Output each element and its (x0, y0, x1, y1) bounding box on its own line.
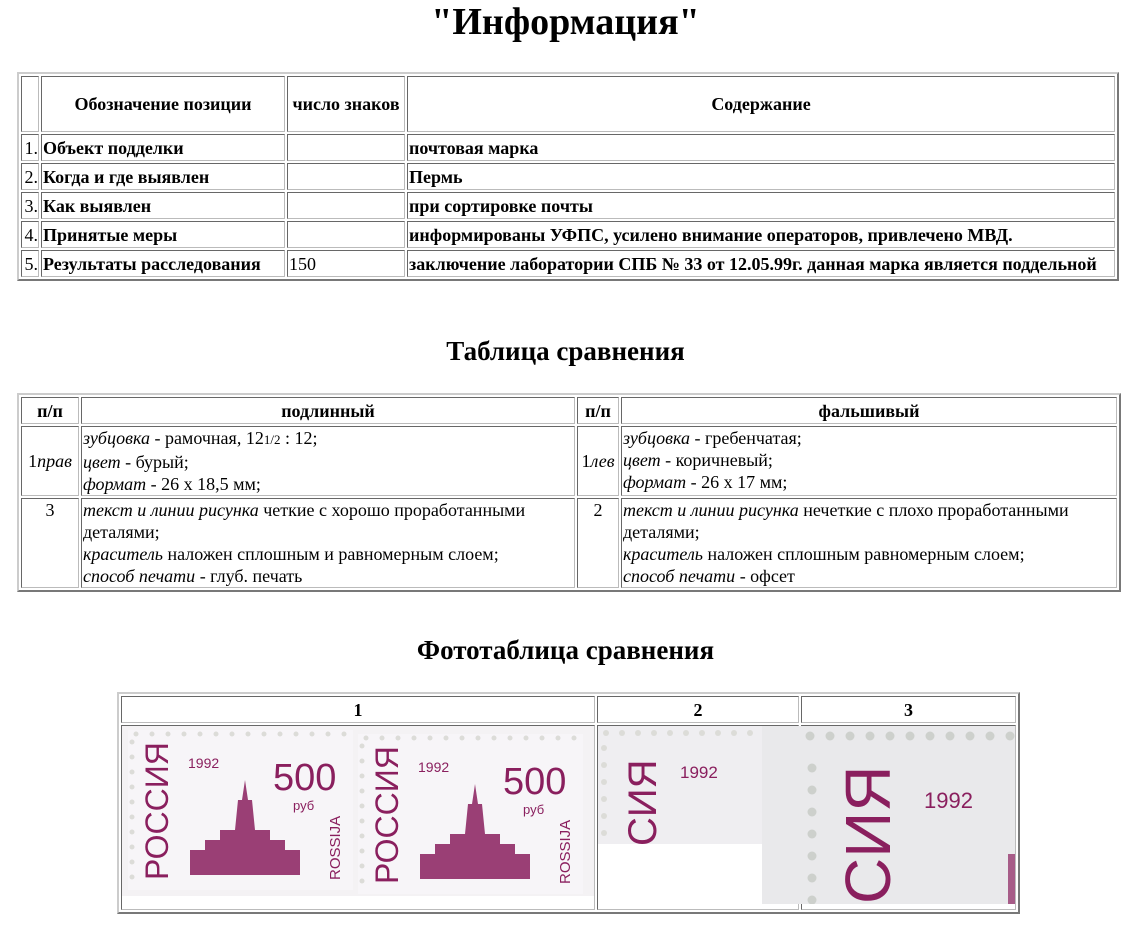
perforation (601, 762, 607, 768)
stamp-country-macro: СИЯ (832, 765, 904, 904)
row-content: заключение лаборатории СПБ № 33 от 12.05.99г. данная марка является поддельной (407, 250, 1115, 277)
stamp-year-macro: 1992 (924, 788, 973, 813)
perforation (360, 789, 365, 794)
perforation (601, 796, 607, 802)
perforation (360, 819, 365, 824)
feature-key: способ печати (83, 566, 196, 586)
feature-tail: : 12; (280, 428, 318, 448)
perforation (360, 744, 365, 749)
fake-features (621, 498, 1117, 588)
row-content: при сортировке почты (407, 192, 1115, 219)
row-label: Результаты расследования (41, 250, 285, 277)
compare-index-right (577, 426, 619, 496)
feature-text: - коричневый; (660, 450, 773, 470)
stamp-year-crop: 1992 (680, 763, 718, 782)
table-row (21, 163, 1115, 190)
perforation (360, 804, 365, 809)
perforation (130, 875, 135, 880)
row-number: 1. (21, 134, 39, 161)
feature-key: зубцовка (623, 428, 690, 448)
feature-line (623, 427, 1115, 449)
perforation (380, 736, 385, 741)
row-count (287, 221, 405, 248)
compare-header-index-right: п/п (577, 397, 619, 424)
feature-key: текст и линии рисунка (623, 500, 799, 520)
perforation (492, 736, 497, 741)
stamp-currency: руб (523, 802, 545, 817)
feature-line (83, 451, 573, 473)
row-count (287, 163, 405, 190)
table-row (21, 426, 1117, 496)
perforation (230, 732, 235, 737)
perforation (360, 774, 365, 779)
compare-header-genuine: подлинный (81, 397, 575, 424)
feature-key: формат (83, 474, 147, 494)
compare-header-fake: фальшивый (621, 397, 1117, 424)
feature-key: текст и линии рисунка (83, 500, 259, 520)
feature-text: - бурый; (120, 452, 189, 472)
feature-key: способ печати (623, 566, 736, 586)
perforation (601, 813, 607, 819)
feature-key: зубцовка (83, 428, 150, 448)
perforation (214, 732, 219, 737)
stamp-country: РОССИЯ (139, 742, 175, 880)
perforation (130, 770, 135, 775)
perforation (808, 808, 817, 817)
row-content: информированы УФПС, усилено внимание операторов, привлечено МВД. (407, 221, 1115, 248)
row-content: почтовая марка (407, 134, 1115, 161)
perforation (731, 730, 737, 736)
stamp-pair-image (122, 726, 594, 896)
feature-text: - офсет (735, 566, 795, 586)
photo-cell-3 (801, 725, 1016, 910)
perforation (360, 864, 365, 869)
perforation (747, 730, 753, 736)
index-note: лев (590, 451, 615, 471)
perforation (808, 874, 817, 883)
perforation (460, 736, 465, 741)
perforation (866, 732, 875, 741)
table-row (21, 498, 1117, 588)
perforation (886, 732, 895, 741)
row-number: 5. (21, 250, 39, 277)
perforation (150, 732, 155, 737)
building-edge (1008, 854, 1015, 904)
perforation (396, 736, 401, 741)
photo-cell-1 (121, 725, 595, 910)
stamp-year: 1992 (418, 759, 450, 775)
perforation (651, 730, 657, 736)
perforation (412, 736, 417, 741)
info-header-position: Обозначение позиции (41, 76, 285, 132)
compare-table (17, 393, 1121, 592)
perforation (130, 860, 135, 865)
perforation (966, 732, 975, 741)
stamp-country-crop: СИЯ (621, 759, 665, 844)
info-header-index (21, 76, 39, 132)
perforation (364, 736, 369, 741)
compare-index-left: 3 (21, 498, 79, 588)
row-label: Как выявлен (41, 192, 285, 219)
perforation (130, 815, 135, 820)
perforation (540, 736, 545, 741)
perforation (310, 732, 315, 737)
photo-header-1: 1 (121, 696, 595, 723)
stamp-value: 500 (273, 757, 337, 799)
compare-title: Таблица сравнения (446, 336, 685, 366)
photo-header-row (121, 696, 1016, 723)
feature-key: цвет (83, 452, 121, 472)
perforation (326, 732, 331, 737)
feature-text: наложен сплошным равномерным слоем; (703, 544, 1025, 564)
perforation (198, 732, 203, 737)
perforation (130, 830, 135, 835)
perforation (130, 800, 135, 805)
perforation (134, 732, 139, 737)
row-number: 2. (21, 163, 39, 190)
info-header-row (21, 76, 1115, 132)
perforation (262, 732, 267, 737)
compare-index-left (21, 426, 79, 496)
table-row (21, 134, 1115, 161)
perforation (806, 732, 815, 741)
stamp-latin: ROSSIJA (557, 819, 574, 884)
stamp-value: 500 (503, 761, 567, 803)
perforation (619, 730, 625, 736)
perforation (699, 730, 705, 736)
photo-header-3: 3 (801, 696, 1016, 723)
perforation (926, 732, 935, 741)
info-header-count: число знаков (287, 76, 405, 132)
perforation (601, 745, 607, 751)
stamp-closeup-image (598, 726, 770, 844)
perforation (360, 879, 365, 884)
feature-text: - гребенчатая; (689, 428, 802, 448)
feature-key: краситель (623, 544, 703, 564)
index-number: 1 (581, 451, 591, 471)
perforation (808, 852, 817, 861)
perforation (360, 759, 365, 764)
perforation (601, 830, 607, 836)
perforation (556, 736, 561, 741)
table-row (21, 192, 1115, 219)
stamp-year: 1992 (188, 755, 220, 771)
perforation (603, 730, 609, 736)
row-content: Пермь (407, 163, 1115, 190)
feature-line (623, 449, 1115, 471)
row-number: 4. (21, 221, 39, 248)
feature-text: - рамочная, 12 (149, 428, 264, 448)
perforation (683, 730, 689, 736)
compare-index-right: 2 (577, 498, 619, 588)
perforation (360, 834, 365, 839)
perforation (508, 736, 513, 741)
perforation (360, 849, 365, 854)
genuine-features (81, 426, 575, 496)
feature-line (83, 473, 573, 495)
info-table (17, 72, 1119, 281)
perforation (946, 732, 955, 741)
perforation (906, 732, 915, 741)
perforation (130, 755, 135, 760)
genuine-features (81, 498, 575, 588)
feature-fraction: 1/2 (263, 432, 281, 447)
photo-header-2: 2 (597, 696, 799, 723)
row-count (287, 134, 405, 161)
photo-title: Фототаблица сравнения (416, 635, 715, 665)
feature-text: - 26 х 17 мм; (686, 472, 788, 492)
perforation (246, 732, 251, 737)
perforation (476, 736, 481, 741)
perforation (444, 736, 449, 741)
feature-key: цвет (623, 450, 661, 470)
photo-table (117, 692, 1020, 914)
row-label: Объект подделки (41, 134, 285, 161)
feature-line (623, 471, 1115, 493)
table-row (21, 250, 1115, 277)
perforation (130, 785, 135, 790)
perforation (130, 845, 135, 850)
perforation (1006, 732, 1015, 741)
perforation (278, 732, 283, 737)
perforation (635, 730, 641, 736)
feature-text: четкие с хорошо проработанными деталями; (83, 500, 526, 542)
row-label: Принятые меры (41, 221, 285, 248)
feature-text: нечеткие с плохо проработанными деталями; (623, 500, 1069, 542)
stamp-latin: ROSSIJA (327, 815, 344, 880)
perforation (986, 732, 995, 741)
page-title: "Информация" (431, 1, 700, 43)
perforation (166, 732, 171, 737)
feature-text: - 26 х 18,5 мм; (146, 474, 261, 494)
perforation (846, 732, 855, 741)
table-row (21, 221, 1115, 248)
perforation (808, 764, 817, 773)
feature-key: формат (623, 472, 687, 492)
perforation (808, 830, 817, 839)
row-label: Когда и где выявлен (41, 163, 285, 190)
feature-text: - глуб. печать (195, 566, 303, 586)
perforation (294, 732, 299, 737)
feature-text: наложен сплошным и равномерным слоем; (163, 544, 499, 564)
feature-line (83, 427, 573, 451)
perforation (130, 740, 135, 745)
perforation (428, 736, 433, 741)
row-count: 150 (287, 250, 405, 277)
fake-features (621, 426, 1117, 496)
perforation (524, 736, 529, 741)
feature-key: краситель (83, 544, 163, 564)
perforation (182, 732, 187, 737)
photo-row (121, 725, 1016, 910)
perforation (808, 786, 817, 795)
perforation (826, 732, 835, 741)
perforation (601, 779, 607, 785)
perforation (342, 732, 347, 737)
perforation (667, 730, 673, 736)
row-number: 3. (21, 192, 39, 219)
info-header-content: Содержание (407, 76, 1115, 132)
compare-header-row (21, 397, 1117, 424)
stamp-currency: руб (293, 798, 315, 813)
compare-header-index-left: п/п (21, 397, 79, 424)
stamp-country: РОССИЯ (369, 746, 405, 884)
index-number: 1 (28, 451, 38, 471)
perforation (715, 730, 721, 736)
stamp-macro-image (762, 726, 1015, 904)
index-note: прав (37, 451, 72, 471)
perforation (572, 736, 577, 741)
row-count (287, 192, 405, 219)
